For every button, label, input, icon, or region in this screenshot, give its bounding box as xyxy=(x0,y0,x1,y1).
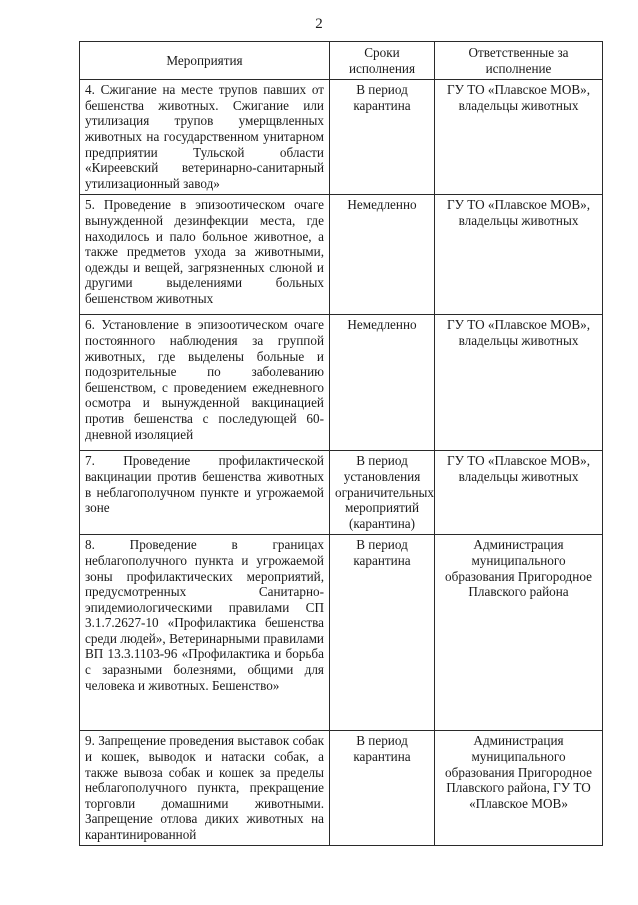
table-row xyxy=(80,731,603,846)
table-row xyxy=(80,451,603,535)
table-header-row xyxy=(80,42,603,80)
row-term: В период установления ограничительных мероприятий (карантина) xyxy=(330,451,435,535)
row-responsible: Администрация муниципального образования Пригородное Плавского района xyxy=(435,535,603,731)
row-term: Немедленно xyxy=(330,315,435,451)
row-measure: 7. Проведение профилактической вакцинации против бешенства животных в неблагополучном пункте и угрожаемой зоне xyxy=(80,451,330,535)
row-term: В период карантина xyxy=(330,535,435,731)
row-responsible: Администрация муниципального образования Пригородное Плавского района, ГУ ТО «Плавское МОВ» xyxy=(435,731,603,846)
row-term: В период карантина xyxy=(330,731,435,846)
row-measure: 4. Сжигание на месте трупов павших от бешенства животных. Сжигание или утилизация трупов умерщвленных животных на государственном унитарном предприятии Тульской области «Киреевский ветеринарно-санитарный утилизационный завод» xyxy=(80,80,330,195)
page-number: 2 xyxy=(315,16,323,32)
header-responsible: Ответственные за исполнение xyxy=(435,42,603,80)
table-row xyxy=(80,80,603,195)
table-row xyxy=(80,535,603,731)
table-row xyxy=(80,195,603,315)
row-measure: 9. Запрещение проведения выставок собак и кошек, выводок и натаски собак, а также вывоза собак и кошек за пределы неблагополучного пункта, прекращение торговли домашними животными. Запрещение отлова диких животных на карантинированной xyxy=(80,731,330,846)
row-responsible: ГУ ТО «Плавское МОВ», владельцы животных xyxy=(435,451,603,535)
row-responsible: ГУ ТО «Плавское МОВ», владельцы животных xyxy=(435,195,603,315)
measures-table xyxy=(79,41,603,846)
table-row xyxy=(80,315,603,451)
row-measure: 6. Установление в эпизоотическом очаге постоянного наблюдения за группой животных, где выделены больные и подозрительные по заболеванию бешенством, с проведением ежедневного осмотра и вынужденной вакцинацией против бешенства с последующей 60-дневной изоляцией xyxy=(80,315,330,451)
row-term: Немедленно xyxy=(330,195,435,315)
header-term: Сроки исполнения xyxy=(330,42,435,80)
row-term: В период карантина xyxy=(330,80,435,195)
row-responsible: ГУ ТО «Плавское МОВ», владельцы животных xyxy=(435,80,603,195)
row-measure: 5. Проведение в эпизоотическом очаге вынужденной дезинфекции места, где находилось и пало больное животное, а также предметов ухода за животными, одежды и вещей, загрязненных слюной и другими выделениями больных бешенством животных xyxy=(80,195,330,315)
row-measure: 8. Проведение в границах неблагополучного пункта и угрожаемой зоны профилактических мероприятий, предусмотренных Санитарно-эпидемиологическими правилами СП 3.1.7.2627-10 «Профилактика бешенства среди людей», Ветеринарными правилами ВП 13.3.1103-96 «Профилактика и борьба с заразными болезнями, общими для человека и животных. Бешенство» xyxy=(80,535,330,731)
row-responsible: ГУ ТО «Плавское МОВ», владельцы животных xyxy=(435,315,603,451)
header-measure: Мероприятия xyxy=(80,42,330,80)
